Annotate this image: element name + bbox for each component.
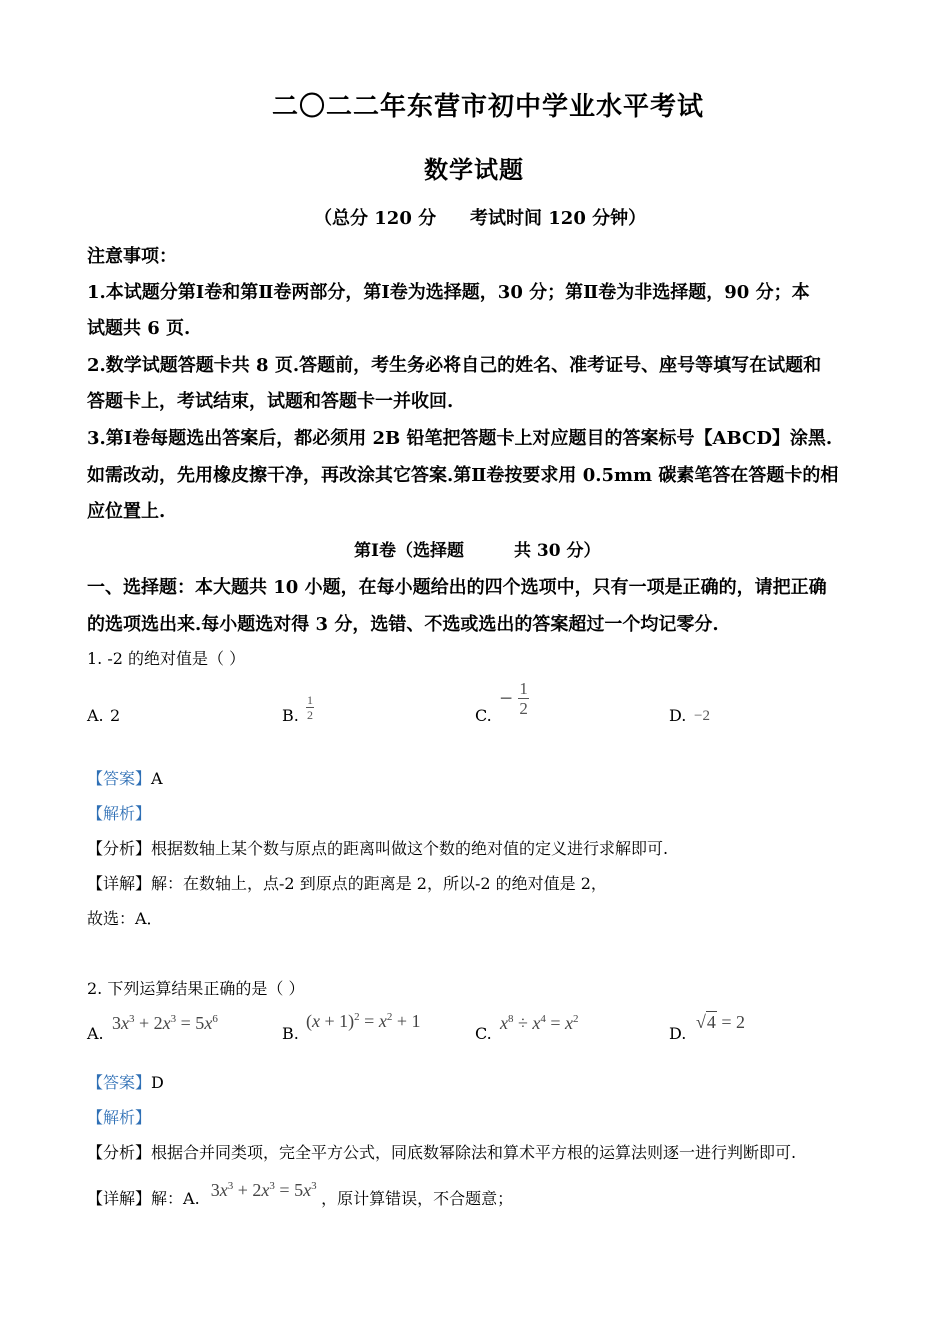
answer-tag: 【答案】 — [87, 769, 152, 788]
section-heading: 第Ⅰ卷（选择题 — [354, 541, 464, 561]
answer-value: A — [151, 769, 163, 788]
option-d-label: D. — [669, 706, 687, 725]
question-stem: 2. 下列运算结果正确的是（ ） — [87, 979, 305, 998]
notice-line: 如需改动，先用橡皮擦干净，再改涂其它答案.第Ⅱ卷按要求用 0.5mm 碳素笔答在答题卡的相 — [87, 465, 839, 486]
option-c-label: C. — [475, 1024, 492, 1043]
notice-line: 2.数学试题答题卡共 8 页.答题前，考生务必将自己的姓名、准考证号、座号等填写在试题和 — [87, 355, 822, 376]
detail-suffix: ，原计算错误，不合题意； — [321, 1189, 514, 1208]
analysis-tag: 【解析】 — [87, 804, 152, 823]
option-d-value: −2 — [694, 708, 710, 724]
notice-line: 答题卡上，考试结束，试题和答题卡一并收回. — [87, 391, 454, 412]
option-a-value: 2 — [110, 706, 121, 725]
analysis-tag: 【解析】 — [87, 1108, 152, 1127]
option-d-expression: √4 = 2 — [696, 1012, 746, 1032]
detail-prefix: 解：A. — [151, 1189, 200, 1208]
fraction-numerator: 1 — [519, 679, 528, 698]
option-d-label: D. — [669, 1024, 687, 1043]
notice-heading: 注意事项： — [87, 246, 177, 267]
fraction-numerator: 1 — [307, 693, 313, 707]
answer-value: D — [151, 1073, 164, 1092]
minus-sign: − — [499, 688, 514, 709]
notice-line: 3.第Ⅰ卷每题选出答案后，都必须用 2B 铅笔把答题卡上对应题目的答案标号【ABCD】涂黑. — [87, 428, 833, 449]
section-instruction: 一、选择题：本大题共 10 小题，在每小题给出的四个选项中，只有一项是正确的，请把正确 — [87, 577, 827, 598]
analysis-text: 根据数轴上某个数与原点的距离叫做这个数的绝对值的定义进行求解即可. — [151, 839, 669, 858]
fraction-denominator: 2 — [519, 699, 528, 718]
option-b-expression: $(x + 1)^2 = x^2 + 1$ — [306, 1011, 421, 1031]
analysis-line — [87, 836, 668, 859]
option-b-fraction — [306, 694, 314, 721]
notice-line: 1.本试题分第Ⅰ卷和第Ⅱ卷两部分，第Ⅰ卷为选择题，30 分；第Ⅱ卷为非选择题，90 分；本 — [87, 282, 810, 303]
subject-title: 数学试题 — [424, 155, 524, 184]
fraction-denominator: 2 — [307, 708, 313, 722]
answer-line — [87, 1070, 164, 1093]
answer-line — [87, 766, 163, 789]
conclusion-line: 故选：A． — [87, 909, 163, 928]
analysis-label: 【分析】 — [87, 839, 152, 858]
detail-expression: $3x^3 + 2x^3 = 5x^3$ — [210, 1180, 317, 1200]
option-c-expression: $x^8 \div x^4 = x^2$ — [500, 1013, 579, 1033]
option-a-label: A. — [87, 1024, 104, 1043]
detail-label: 【详解】 — [87, 1189, 152, 1208]
detail-label: 【详解】 — [87, 874, 152, 893]
option-b-label: B. — [282, 706, 299, 725]
answer-tag: 【答案】 — [87, 1073, 152, 1092]
notice-line: 应位置上. — [87, 501, 166, 522]
option-a-expression: $3x^3 + 2x^3 = 5x^6$ — [112, 1013, 218, 1033]
exam-meta-time: 考试时间 120 分钟） — [470, 208, 647, 229]
analysis-line — [87, 1140, 796, 1163]
exam-title: 二〇二二年东营市初中学业水平考试 — [272, 92, 705, 122]
detail-text: 解：在数轴上，点-2 到原点的距离是 2，所以-2 的绝对值是 2， — [151, 874, 607, 893]
option-c-label: C. — [475, 706, 492, 725]
section-heading-score: 共 30 分） — [514, 541, 601, 561]
detail-line — [87, 871, 607, 894]
notice-line: 试题共 6 页. — [87, 318, 191, 339]
option-b-label: B. — [282, 1024, 299, 1043]
exam-meta-total: （总分 120 分 — [314, 208, 437, 229]
analysis-text: 根据合并同类项，完全平方公式，同底数幂除法和算术平方根的运算法则逐一进行判断即可. — [151, 1143, 797, 1162]
section-instruction: 的选项选出来.每小题选对得 3 分，选错、不选或选出的答案超过一个均记零分. — [87, 614, 719, 635]
analysis-label: 【分析】 — [87, 1143, 152, 1162]
option-a-label: A. — [87, 706, 104, 725]
option-c-fraction — [499, 680, 529, 717]
detail-line — [87, 1180, 514, 1209]
question-stem: 1. -2 的绝对值是（ ） — [87, 649, 246, 668]
